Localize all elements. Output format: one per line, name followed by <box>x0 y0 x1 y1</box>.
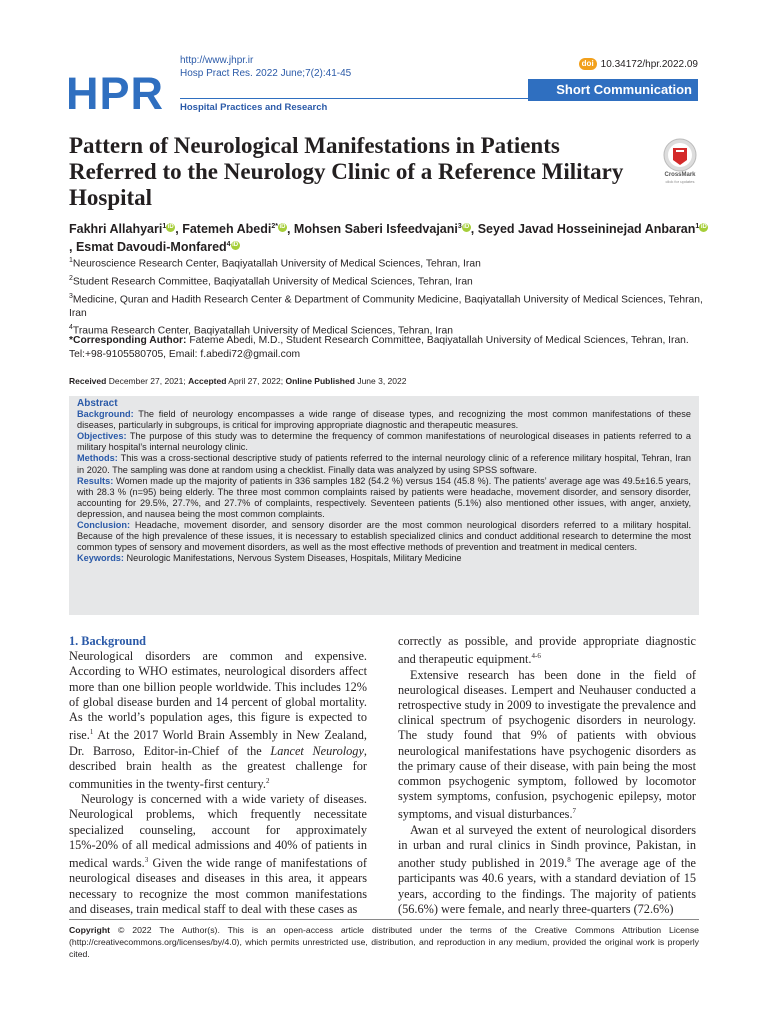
body-column-right <box>398 634 696 917</box>
article-title: Pattern of Neurological Manifestations in Patients Referred to the Neurology Clinic of a Reference Military Hospital <box>69 133 624 210</box>
body-paragraph: Extensive research has been done in the field of neurological diseases. Lempert and Neuhauser conducted a retrospective study in 2009 to investigate the prevalence and clinical spectrum of psychogenic disorders in neurology. The study found that 9% of patients with obvious neurological manifestations have psychogenic disorders as the primary cause of their disease, with pain being the most common psychogenic symptom, followed by locomotor system symptoms, confusion, psychogenic epilepsy, motor symptoms, and visual disturbances.$^7$ <box>398 667 696 822</box>
author-name: Seyed Javad Hosseininejad Anbaran <box>477 222 696 237</box>
accepted-date: April 27, 2022; <box>228 376 284 386</box>
body-paragraph: Awan et al surveyed the extent of neurological disorders in urban and rural clinics in Sindh province, Pakistan, in another study published in 2019.$^8$ The average age of the participants was 40.6 years, with a standard deviation of 15 years, according to the findings. The majority of patients (56.6%) were female, and nearly three-quarters (72.6%) <box>398 822 696 916</box>
abstract-results: Results: Women made up the majority of patients in 336 samples 182 (54.2 %) versus 154 (45.8 %). The patients’ average age was 49.5±16.5 years, with 28.3 % (n=95) being elderly. The three most common complaints raised by patients were headache, movement disorder, and sensory disorder, accounting for 29.5%, 27.7%, and 27.7% of complaints, respectively. Seventeen patients (5.1%) also mentioned other issues, with anger, anxiety, depression, and nausea being the most common complaints. <box>77 475 691 519</box>
affiliations <box>69 254 709 339</box>
orcid-icon[interactable]: iD <box>700 224 707 230</box>
author-list: Fakhri Allahyari$^1$ iD , Fatemeh Abedi$^{2*}$ iD , Mohsen Saberi Isfeedvajani$^3$ iD , Seyed Javad Hosseininejad Anbaran$^1$ iD, Esmat Davoudi-Monfared$^4$ iD <box>69 222 707 255</box>
published-label: Online Published <box>285 376 355 386</box>
citation: Hosp Pract Res. 2022 June;7(2):41-45 <box>180 68 352 79</box>
doi[interactable] <box>579 58 698 70</box>
abstract-heading: Abstract <box>77 398 118 409</box>
body-column-left <box>69 634 367 917</box>
citation-ref[interactable]: 8 <box>567 856 571 865</box>
accepted-label: Accepted <box>188 376 227 386</box>
crossmark-label: CrossMark <box>664 172 696 178</box>
body-paragraph: Neurological disorders are common and expensive. According to WHO estimates, neurological disorders affect more than one billion people worldwide. This includes 12% of global disease burden and 14 percent of global mortality. As the world’s population ages, this figure is expected to rise.$^1$ At the 2017 World Brain Assembly in New Zealand, Dr. Barroso, Editor-in-Chief of the Lancet Neurology, described brain health as the greatest challenge for communities in the twenty-first century.$^2$ <box>69 649 367 792</box>
published-date: June 3, 2022 <box>357 376 407 386</box>
body-paragraph: Neurology is concerned with a wide variety of diseases. Neurological problems, which frequently necessitate specialized counseling, account for approximately 15%-20% of all medical admissions and 40% of patients in medical wards.$^3$ Given the wide range of manifestations of neurological diseases and diseases in this area, it appears necessary to recognize the most common manifestations and diseases, train medical staff to deal with these cases as <box>69 792 368 916</box>
author-affil-ref: 2* <box>271 223 278 230</box>
abstract-methods: Methods: This was a cross-sectional descriptive study of patients referred to the internal neurology clinic of a reference military hospital, Tehran, Iran in 2020. The sampling was done at random using a checklist. Finally data was analyzed by using SPSS software. <box>77 453 691 475</box>
journal-name: Hospital Practices and Research <box>180 102 328 113</box>
publication-dates <box>69 376 406 386</box>
copyright-text: © 2022 The Author(s). This is an open-access article distributed under the terms of the Creative Commons Attribution License (http://creativecommons.org/licenses/by/4.0), which permits unrestricted use, distribution, and reproduction in any medium, provided the original work is properly cited. <box>69 925 699 959</box>
affiliation: $^4$Trauma Research Center, Baqiyatallah University of Medical Sciences, Tehran, Iran <box>69 324 453 337</box>
doi-icon: doi <box>579 58 597 70</box>
orcid-icon[interactable]: iD <box>232 242 239 249</box>
body-paragraph: correctly as possible, and provide appropriate diagnostic and therapeutic equipment.$^{4-6}$ <box>398 634 696 667</box>
author-name: Mohsen Saberi Isfeedvajani <box>293 222 458 237</box>
crossmark-sublabel: click for updates <box>665 179 695 184</box>
received-label: Received <box>69 376 107 386</box>
author-name: Esmat Davoudi-Monfared <box>75 240 227 255</box>
header-meta <box>180 54 351 80</box>
orcid-icon[interactable]: iD <box>463 224 470 230</box>
citation-ref[interactable]: 7 <box>572 807 577 816</box>
copyright-label: Copyright <box>69 925 111 935</box>
author-affil-ref: 3 <box>457 223 462 230</box>
affiliation: $^2$Student Research Committee, Baqiyatallah University of Medical Sciences, Tehran, Iran <box>69 274 473 288</box>
abstract-objectives: Objectives: The purpose of this study was to determine the frequency of common manifestations of neurological diseases in patients referred to a military hospital’s internal neurology clinic. <box>77 431 691 453</box>
author-name: Fatemeh Abedi <box>182 222 272 237</box>
affiliation: $^3$Medicine, Quran and Hadith Research Center & Department of Community Medicine, Baqiyatallah University of Medical Sciences, Tehran, Iran <box>69 292 703 319</box>
abstract-conclusion: Conclusion: Headache, movement disorder, and sensory disorder are the most common neurological disorders referred to a military hospital. Because of the high prevalence of these issues, it is necessary to establish specialized clinics and conduct additional research to determine the most common types of sensory and movement disorders, as well as the most effective methods of prevention and treatment in medical centers. <box>77 520 691 553</box>
corresponding-author <box>69 334 709 361</box>
crossmark-badge[interactable] <box>660 138 700 186</box>
affiliation: $^1$Neuroscience Research Center, Baqiyatallah University of Medical Sciences, Tehran, Iran <box>69 257 481 270</box>
article-type-banner: Short Communication <box>528 79 698 101</box>
footer-divider <box>69 919 699 920</box>
citation-ref[interactable]: 2 <box>265 776 270 785</box>
journal-logo: HPR <box>66 68 165 119</box>
doi-link[interactable]: 10.34172/hpr.2022.09 <box>600 58 698 70</box>
author-affil-ref: 1 <box>695 223 700 230</box>
corresponding-text: Fateme Abedi, M.D., Student Research Committee, Baqiyatallah University of Medical Sciences, Tehran, Iran. Tel:+98-9105580705, Email: f.abedi72@gmail.com <box>69 335 689 360</box>
author-affil-ref: 4 <box>226 241 231 249</box>
author-affil-ref: 1 <box>162 223 167 230</box>
abstract-keywords: Keywords: Neurologic Manifestations, Nervous System Diseases, Hospitals, Military Medicine <box>77 553 462 564</box>
journal-url-link[interactable]: http://www.jhpr.ir <box>180 55 254 66</box>
orcid-icon[interactable]: iD <box>279 224 286 230</box>
section-heading: 1. Background <box>69 634 146 648</box>
author-name: Fakhri Allahyari <box>69 222 163 237</box>
abstract-background: Background: The field of neurology encompasses a wide range of disease types, and recognizing the most common manifestations of these diseases, particularly in subgroups, is critical for improving appropriate diagnostic and therapeutic measures. <box>77 409 691 431</box>
citation-ref[interactable]: 3 <box>144 856 149 865</box>
corresponding-label: *Corresponding Author: <box>69 335 187 346</box>
received-date: December 27, 2021; <box>108 376 186 386</box>
citation-ref[interactable]: 1 <box>89 728 94 737</box>
abstract-box <box>69 396 699 615</box>
copyright-notice <box>69 924 699 960</box>
citation-ref[interactable]: 4-6 <box>531 652 541 661</box>
orcid-icon[interactable]: iD <box>167 224 174 230</box>
